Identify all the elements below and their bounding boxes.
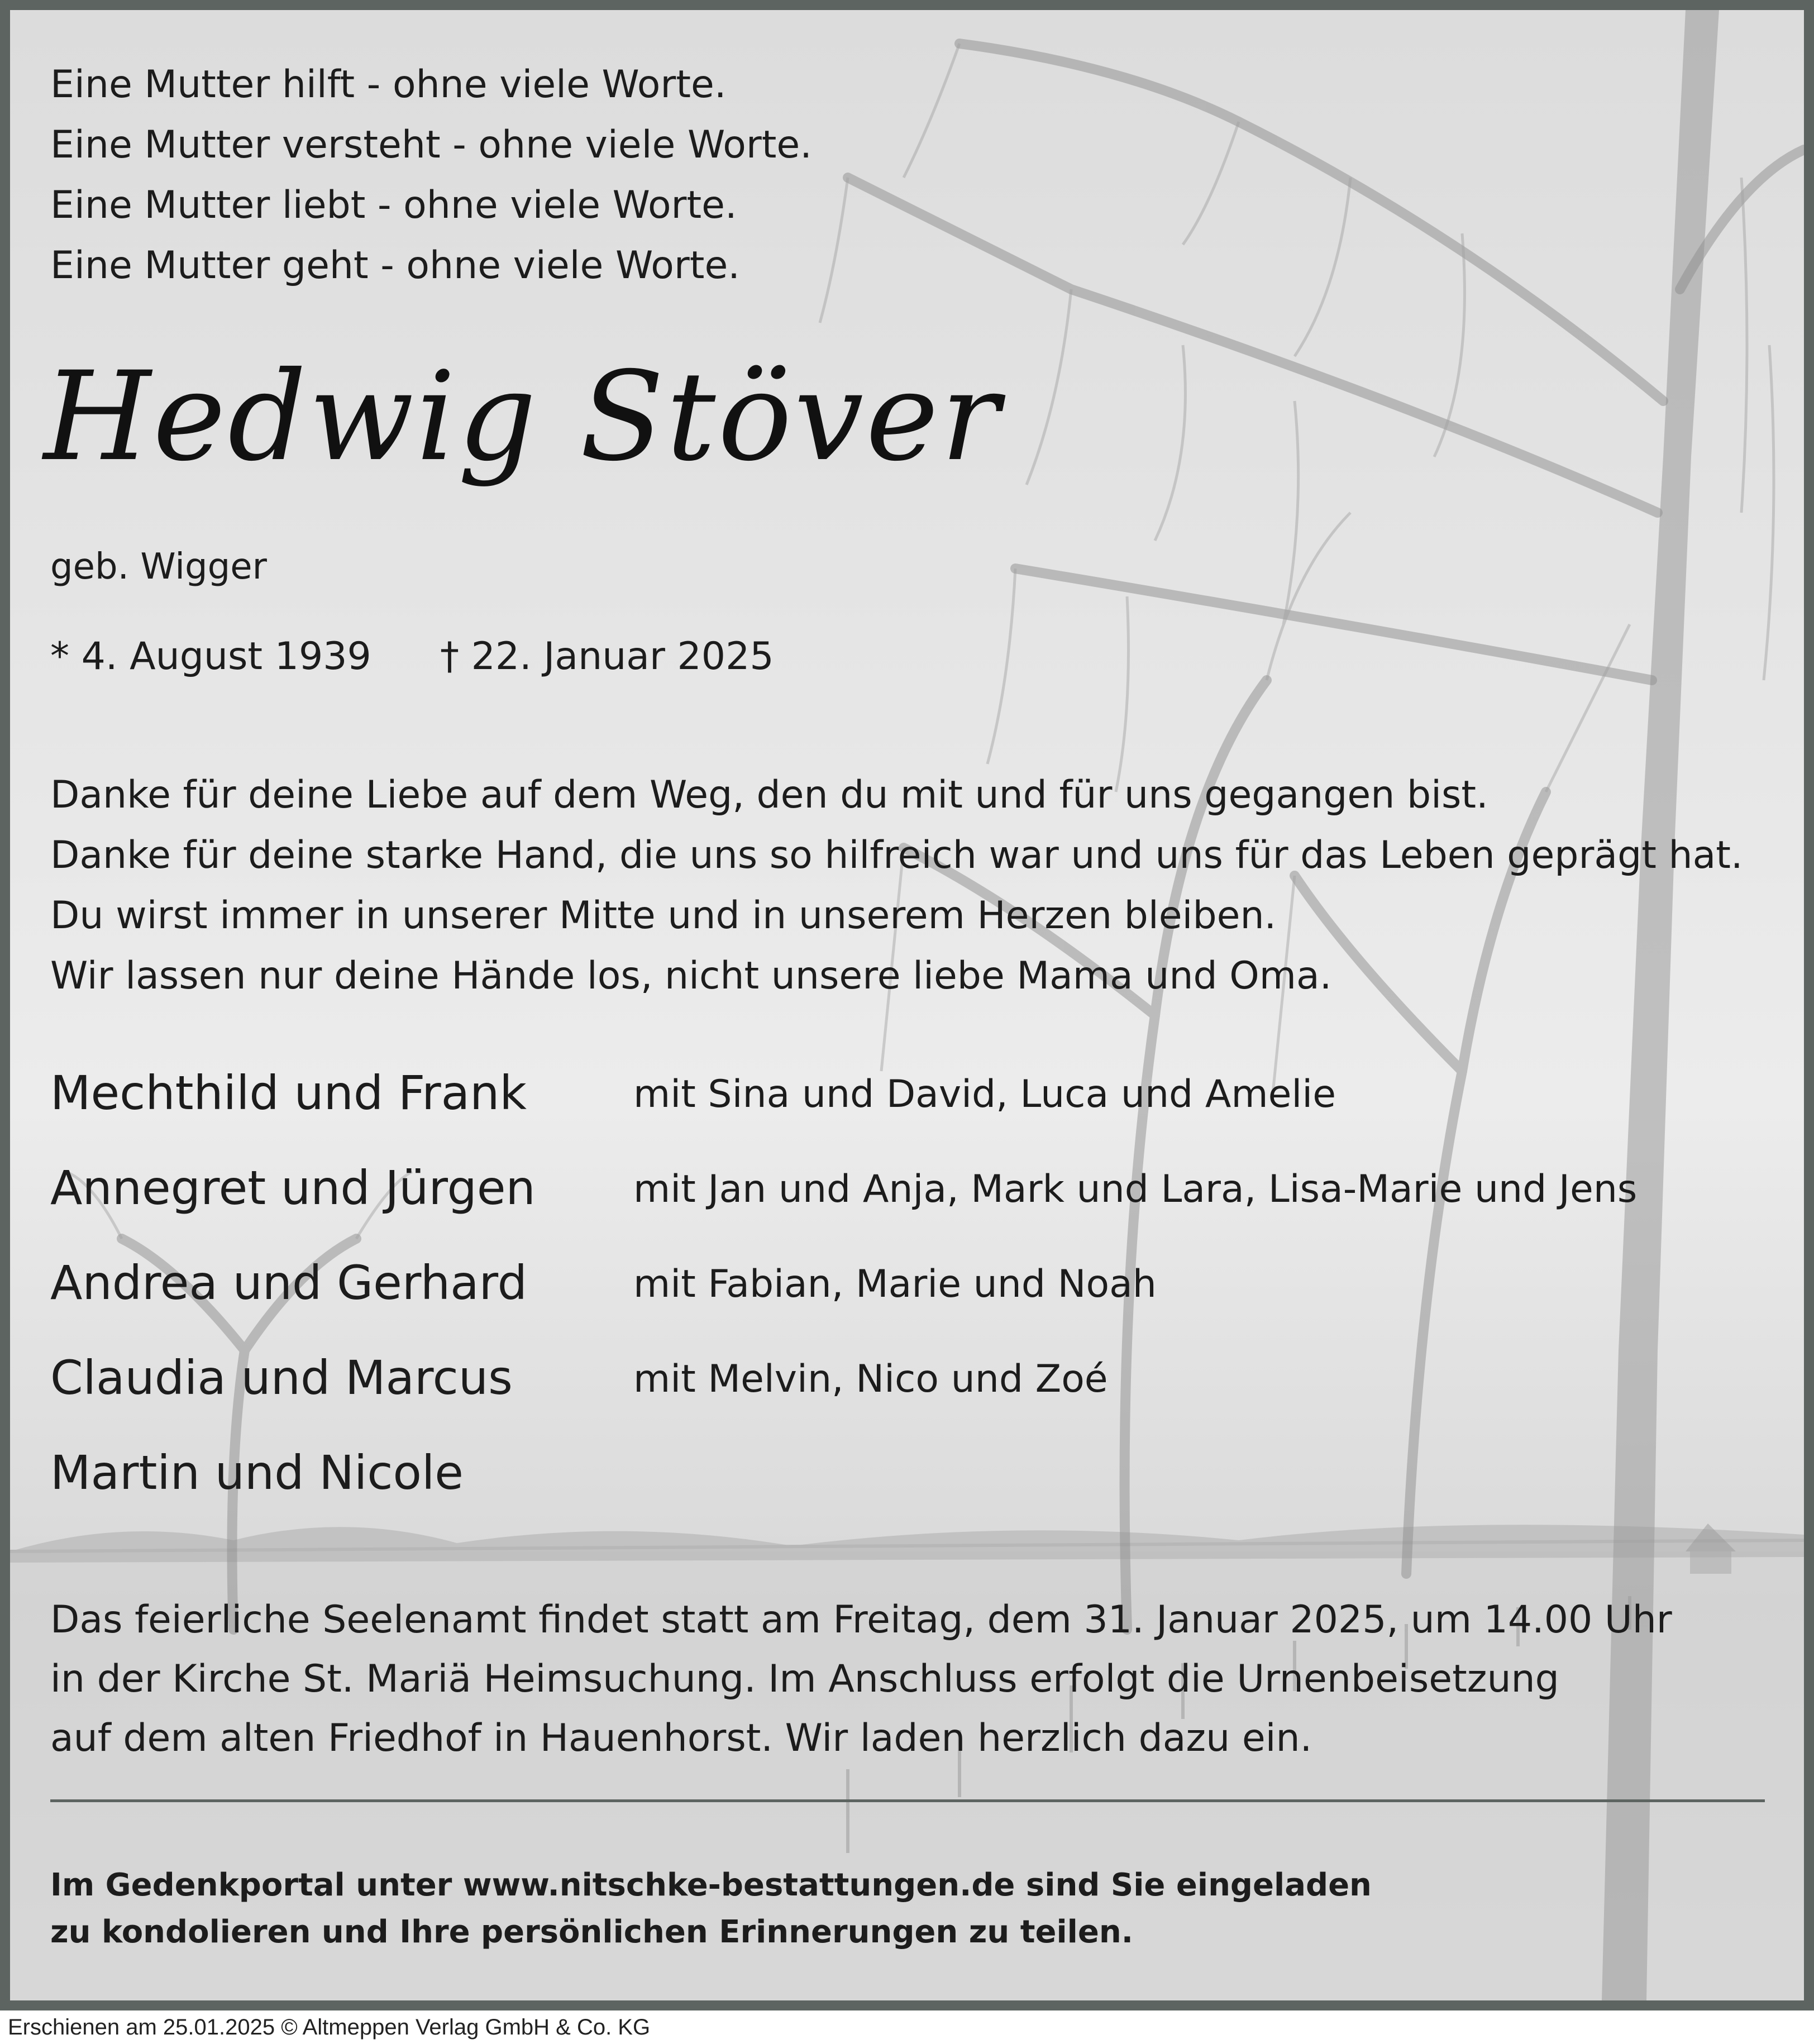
mourner-row [50,1445,1726,1540]
poem [50,55,812,296]
mourner-name: Annegret und Jürgen [50,1161,536,1215]
mourner-row [50,1066,1726,1161]
divider [50,1799,1765,1802]
thanks-line: Du wirst immer in unserer Mitte und in unserem Herzen bleiben. [50,894,1277,938]
service-line: Das feierliche Seelenamt findet statt am Freitag, dem 31. Januar 2025, um 14.00 Uhr [50,1598,1672,1642]
poem-line: Eine Mutter versteht - ohne viele Worte. [50,123,812,167]
mourner-name: Claudia und Marcus [50,1350,513,1405]
mourner-children: mit Jan und Anja, Mark und Lara, Lisa-Marie und Jens [633,1167,1638,1211]
mourner-name: Andrea und Gerhard [50,1255,527,1310]
portal-line: zu kondolieren und Ihre persönlichen Erinnerungen zu teilen. [50,1914,1133,1950]
service-line: in der Kirche St. Mariä Heimsuchung. Im Anschluss erfolgt die Urnenbeisetzung [50,1657,1559,1701]
poem-line: Eine Mutter geht - ohne viele Worte. [50,243,740,288]
mourner-row [50,1350,1726,1445]
mourner-name: Martin und Nicole [50,1445,464,1500]
portal-line: Im Gedenkportal unter www.nitschke-bestattungen.de sind Sie eingeladen [50,1867,1372,1903]
mourners-list [50,1066,1726,1540]
mourner-row [50,1161,1726,1255]
birth-date: * 4. August 1939 [50,634,371,679]
deceased-name: Hedwig Stöver [44,345,1002,488]
thanks-text [50,765,1743,1006]
thanks-line: Danke für deine Liebe auf dem Weg, den du mit und für uns gegangen bist. [50,773,1488,817]
maiden-name: geb. Wigger [50,546,267,588]
mourner-children: mit Sina und David, Luca und Amelie [633,1072,1336,1116]
mourner-name: Mechthild und Frank [50,1066,527,1120]
thanks-line: Danke für deine starke Hand, die uns so hilfreich war und uns für das Leben geprägt hat. [50,833,1743,877]
mourner-children: mit Melvin, Nico und Zoé [633,1357,1108,1401]
thanks-line: Wir lassen nur deine Hände los, nicht unsere liebe Mama und Oma. [50,954,1332,998]
poem-line: Eine Mutter liebt - ohne viele Worte. [50,183,737,227]
death-date: † 22. Januar 2025 [440,634,774,679]
service-info [50,1591,1672,1768]
memorial-portal-note [50,1862,1372,1956]
service-line: auf dem alten Friedhof in Hauenhorst. Wir laden herzlich dazu ein. [50,1716,1312,1760]
mourner-row [50,1255,1726,1350]
poem-line: Eine Mutter hilft - ohne viele Worte. [50,63,727,107]
publication-footer: Erschienen am 25.01.2025 © Altmeppen Verlag GmbH & Co. KG [8,2015,651,2040]
mourner-children: mit Fabian, Marie und Noah [633,1262,1157,1306]
